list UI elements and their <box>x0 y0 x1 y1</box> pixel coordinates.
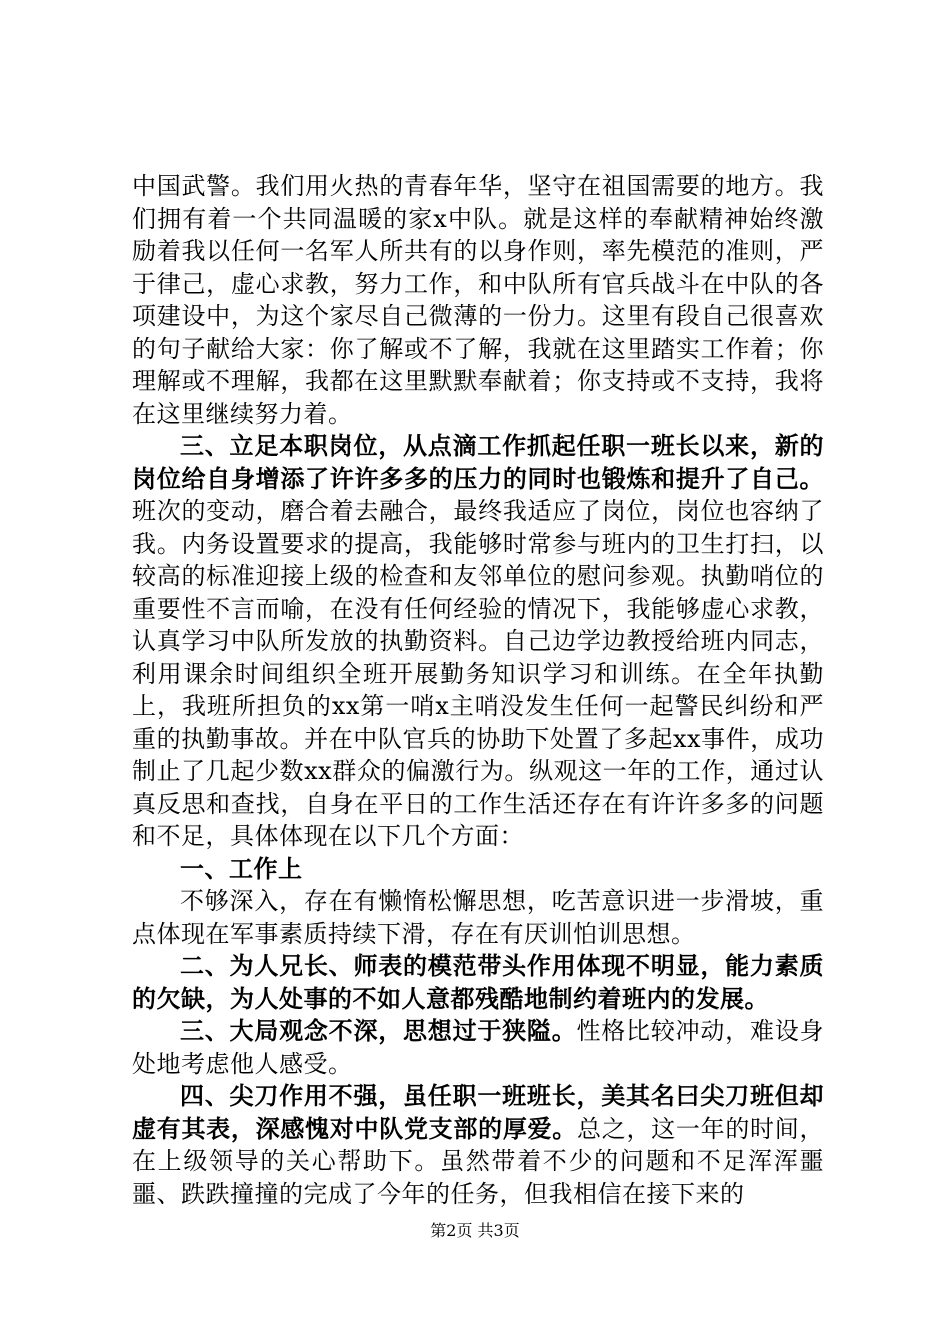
section-heading-work <box>132 853 824 886</box>
paragraph-2-text: 班次的变动，磨合着去融合，最终我适应了岗位，岗位也容纳了我。内务设置要求的提高，我能够时常参与班内的卫生打扫，以较高的标准迎接上级的检查和友邻单位的慰问参观。执勤哨位的重要性不言而喻，在没有任何经验的情况下，我能够虚心求教，认真学习中队所发放的执勤资料。自己边学边教授给班内同志，利用课余时间组织全班开展勤务知识学习和训练。在全年执勤上，我班所担负的xx第一哨x主哨没发生任何一起警民纠纷和严重的执勤事故。并在中队官兵的协助下处置了多起xx事件，成功制止了几起少数xx群众的偏激行为。纵观这一年的工作，通过认真反思和查找，自身在平日的工作生活还存在有许许多多的问题和不足，具体体现在以下几个方面： <box>132 497 824 850</box>
paragraph-6 <box>132 1015 824 1080</box>
paragraph-5-heading: 二、为人兄长、师表的模范带头作用体现不明显，能力素质的欠缺，为人处事的不如人意都残酷地制约着班内的发展。 <box>132 951 824 1013</box>
paragraph-2-heading: 三、立足本职岗位，从点滴工作抓起任职一班长以来，新的岗位给自身增添了许许多多的压力的同时也锻炼和提升了自己。 <box>132 431 824 493</box>
paragraph-7 <box>132 1080 824 1210</box>
paragraph-2 <box>132 430 824 853</box>
paragraph-1 <box>132 170 824 430</box>
paragraph-1-text: 中国武警。我们用火热的青春年华，坚守在祖国需要的地方。我们拥有着一个共同温暖的家x中队。就是这样的奉献精神始终激励着我以任何一名军人所共有的以身作则，率先模范的准则，严于律己，虚心求教，努力工作，和中队所有官兵战斗在中队的各项建设中，为这个家尽自己微薄的一份力。这里有段自己很喜欢的句子献给大家：你了解或不了解，我就在这里踏实工作着；你理解或不理解，我都在这里默默奉献着；你支持或不支持，我将在这里继续努力着。 <box>132 172 824 428</box>
page-number-label: 第2页 共3页 <box>430 1221 520 1240</box>
paragraph-6-heading: 三、大局观念不深，思想过于狭隘。 <box>180 1016 577 1045</box>
paragraph-4 <box>132 885 824 950</box>
document-body <box>132 170 824 1210</box>
paragraph-6-text: 性格比较冲动，难设身处地考虑他人感受。 <box>132 1017 825 1078</box>
section-heading-work-text: 一、工作上 <box>180 853 303 883</box>
paragraph-5 <box>132 950 824 1015</box>
page-footer <box>0 1218 950 1241</box>
paragraph-4-text: 不够深入，存在有懒惰松懈思想，吃苦意识进一步滑坡，重点体现在军事素质持续下滑，存在有厌训怕训思想。 <box>132 887 824 948</box>
paragraph-7-text: 总之，这一年的时间，在上级领导的关心帮助下。虽然带着不少的问题和不足浑浑噩噩、跌跌撞撞的完成了今年的任务，但我相信在接下来的 <box>132 1114 824 1208</box>
paragraph-7-heading: 四、尖刀作用不强，虽任职一班班长，美其名曰尖刀班但却虚有其表，深感愧对中队党支部的厚爱。 <box>132 1081 824 1143</box>
